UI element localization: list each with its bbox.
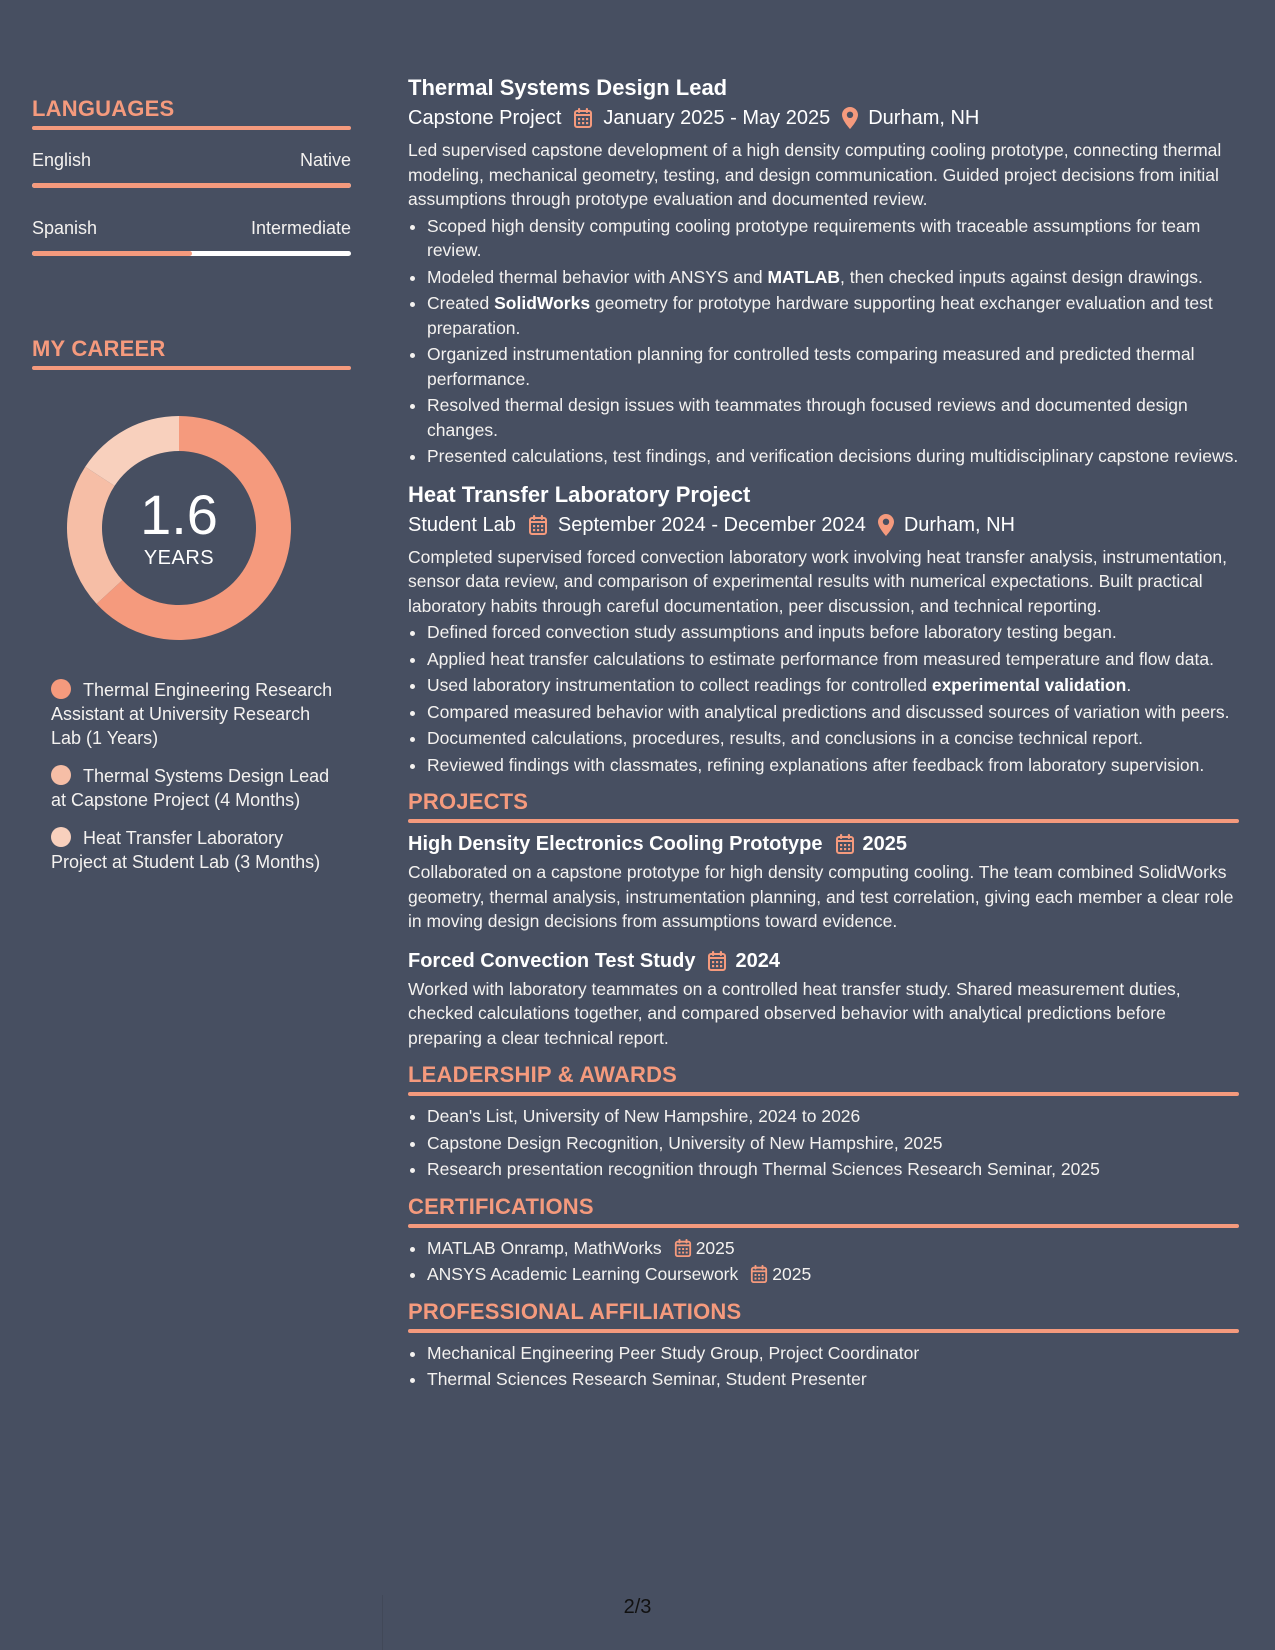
job-organization: Capstone Project bbox=[408, 107, 562, 129]
certification-name: • MATLAB Onramp, MathWorks bbox=[427, 1237, 662, 1258]
project-description: Collaborated on a capstone prototype for high density computing cooling. The team combined SolidWorks geometry, thermal analysis, instrumentation planning, and test correlation, giving each member a clear role in moving design decisions from assumptions toward evidence. bbox=[408, 862, 1234, 931]
job-location: Durham, NH bbox=[903, 513, 1015, 536]
career-legend-item bbox=[51, 678, 336, 750]
job-bullet: • Defined forced convection study assumptions and inputs before laboratory testing began. bbox=[427, 620, 1239, 645]
projects-rule bbox=[408, 819, 1239, 823]
job-summary: Led supervised capstone development of a high density computing cooling prototype, connecting thermal modeling, mechanical geometry, testing, and design communication. Guided project decisions from initial assumptions through prototype evaluation and documented review. bbox=[408, 140, 1222, 209]
job-title: Thermal Systems Design Lead bbox=[408, 75, 728, 100]
job-bullet: • Reviewed findings with classmates, refining explanations after feedback from laboratory supervision. bbox=[427, 753, 1239, 778]
language-level: Intermediate bbox=[250, 218, 351, 238]
job-organization: Student Lab bbox=[408, 513, 516, 536]
legend-label: Heat Transfer Laboratory Project at Student Lab (3 Months) bbox=[51, 828, 321, 872]
career-total-years: 1.6 bbox=[140, 482, 218, 546]
language-name: Spanish bbox=[32, 218, 98, 238]
skill-highlight: experimental validation bbox=[931, 675, 1127, 695]
leadership-list bbox=[408, 1104, 1239, 1182]
languages-rule bbox=[32, 126, 351, 130]
legend-label: Thermal Engineering Research Assistant at University Research Lab (1 Years) bbox=[51, 680, 333, 748]
job-bullets bbox=[408, 214, 1239, 469]
affiliations-heading: PROFESSIONAL AFFILIATIONS bbox=[408, 1298, 742, 1324]
affiliations-list bbox=[408, 1341, 1239, 1392]
certifications-rule bbox=[408, 1224, 1239, 1228]
calendar-icon bbox=[835, 833, 855, 855]
career-total-unit: YEARS bbox=[143, 546, 215, 569]
career-legend-item bbox=[51, 826, 336, 874]
affiliation-item: • Thermal Sciences Research Seminar, Student Presenter bbox=[427, 1367, 1239, 1392]
job-bullet: • Documented calculations, procedures, results, and conclusions in a concise technical report. bbox=[427, 726, 1239, 751]
experience-entry bbox=[408, 481, 1239, 778]
job-bullet: • Organized instrumentation planning for controlled tests comparing measured and predicted thermal performance. bbox=[427, 342, 1239, 391]
leadership-rule bbox=[408, 1092, 1239, 1096]
career-rule bbox=[32, 366, 351, 370]
language-item-spanish bbox=[32, 218, 351, 256]
legend-dot bbox=[51, 765, 71, 785]
career-legend-item bbox=[51, 764, 336, 812]
job-dates: September 2024 - December 2024 bbox=[557, 513, 866, 536]
project-name: Forced Convection Test Study bbox=[408, 949, 696, 972]
location-pin-icon bbox=[878, 514, 894, 536]
skill-highlight: SolidWorks bbox=[494, 293, 591, 313]
job-bullet: • Scoped high density computing cooling prototype requirements with traceable assumptions for team review. bbox=[427, 214, 1239, 263]
leadership-item: • Capstone Design Recognition, University of New Hampshire, 2025 bbox=[427, 1131, 1239, 1156]
certification-name: • ANSYS Academic Learning Coursework bbox=[427, 1264, 739, 1284]
job-bullet: • Used laboratory instrumentation to collect readings for controlled experimental validation. bbox=[427, 673, 1239, 698]
job-bullet: • Applied heat transfer calculations to estimate performance from measured temperature and flow data. bbox=[427, 647, 1239, 672]
calendar-icon bbox=[707, 950, 727, 972]
project-description: Worked with laboratory teammates on a controlled heat transfer study. Shared measurement duties, checked calculations together, and compared observed behavior with analytical predictions before preparing a clear technical report. bbox=[408, 978, 1181, 1048]
leadership-item: • Dean's List, University of New Hampshire, 2024 to 2026 bbox=[427, 1104, 1239, 1129]
legend-dot bbox=[51, 827, 71, 847]
languages-heading: LANGUAGES bbox=[32, 96, 175, 121]
calendar-icon bbox=[528, 514, 548, 536]
affiliation-item: • Mechanical Engineering Peer Study Group, Project Coordinator bbox=[427, 1341, 1239, 1366]
language-proficiency-fill bbox=[32, 251, 192, 256]
legend-dot bbox=[51, 679, 71, 699]
projects-section bbox=[408, 789, 1239, 1050]
leadership-heading: LEADERSHIP & AWARDS bbox=[408, 1062, 678, 1087]
language-proficiency-bar bbox=[32, 183, 351, 188]
job-dates: January 2025 - May 2025 bbox=[603, 107, 831, 129]
leadership-item: • Research presentation recognition through Thermal Sciences Research Seminar, 2025 bbox=[427, 1157, 1239, 1182]
project-entry bbox=[408, 948, 1239, 1051]
job-location: Durham, NH bbox=[868, 107, 980, 129]
career-legend bbox=[51, 678, 336, 874]
job-bullet: • Modeled thermal behavior with ANSYS and MATLAB, then checked inputs against design drawings. bbox=[427, 265, 1239, 290]
language-proficiency-bar bbox=[32, 251, 351, 256]
project-name: High Density Electronics Cooling Prototype bbox=[408, 833, 823, 855]
language-level: Native bbox=[299, 150, 351, 170]
certification-year: 2025 bbox=[772, 1264, 812, 1284]
legend-label: Thermal Systems Design Lead at Capstone Project (4 Months) bbox=[51, 766, 330, 810]
skill-highlight: MATLAB bbox=[767, 266, 841, 287]
certification-year: 2025 bbox=[695, 1237, 735, 1258]
job-meta bbox=[408, 105, 1239, 131]
affiliations-section bbox=[408, 1299, 1239, 1392]
career-donut-chart bbox=[65, 414, 293, 642]
location-pin-icon bbox=[842, 107, 858, 129]
calendar-icon bbox=[573, 107, 593, 129]
leadership-section bbox=[408, 1062, 1239, 1182]
affiliations-rule bbox=[408, 1329, 1239, 1333]
job-bullet: • Compared measured behavior with analytical predictions and discussed sources of variation with peers. bbox=[427, 700, 1239, 725]
career-heading: MY CAREER bbox=[32, 336, 166, 361]
certifications-heading: CERTIFICATIONS bbox=[408, 1193, 594, 1219]
job-bullet: • Resolved thermal design issues with teammates through focused reviews and documented design changes. bbox=[427, 393, 1239, 442]
calendar-icon bbox=[674, 1238, 692, 1258]
main-content bbox=[408, 74, 1239, 1394]
certification-item bbox=[427, 1236, 1239, 1261]
job-bullets bbox=[408, 620, 1239, 777]
language-item-english bbox=[32, 150, 351, 188]
experience-entry bbox=[408, 74, 1239, 469]
job-bullet: • Presented calculations, test findings, and verification decisions during multidisciplinary capstone reviews. bbox=[427, 444, 1239, 469]
sidebar bbox=[32, 96, 351, 888]
projects-heading: PROJECTS bbox=[408, 789, 529, 814]
certifications-section bbox=[408, 1194, 1239, 1287]
page-number: 2/3 bbox=[623, 1596, 652, 1618]
certifications-list bbox=[408, 1236, 1239, 1287]
job-meta bbox=[408, 512, 1239, 538]
job-bullet: • Created SolidWorks geometry for prototype hardware supporting heat exchanger evaluation and test preparation. bbox=[427, 291, 1239, 340]
certification-item bbox=[427, 1262, 1239, 1287]
career-section bbox=[32, 336, 351, 874]
language-proficiency-fill bbox=[32, 183, 351, 188]
project-entry bbox=[408, 831, 1239, 934]
project-year: 2025 bbox=[862, 833, 907, 855]
language-name: English bbox=[32, 150, 92, 170]
job-title: Heat Transfer Laboratory Project bbox=[408, 481, 751, 507]
job-summary: Completed supervised forced convection laboratory work involving heat transfer analysis, instrumentation, sensor data review, and comparison of experimental results with numerical expectations. Built practical laboratory habits through careful documentation, peer discussion, and technical reporting. bbox=[408, 546, 1228, 616]
project-year: 2024 bbox=[735, 949, 780, 972]
calendar-icon bbox=[750, 1264, 768, 1284]
